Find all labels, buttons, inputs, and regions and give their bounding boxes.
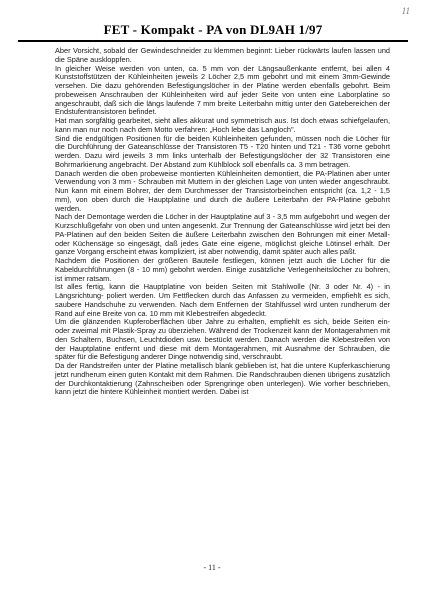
paragraph: Aber Vorsicht, sobald der Gewindeschneider zu klemmen beginnt: Lieber rückwärts laufen lassen und die Späne auskloppfen. xyxy=(55,46,390,64)
paragraph: Nachdem die Positionen der größeren Bauteile festliegen, können jetzt auch die Löcher für die Kabeldurchführungen (8 - 10 mm) gebohrt werden. Einige zusätzliche Verlegenheitslöcher zu bohren, ist immer ratsam. xyxy=(55,256,390,283)
paragraph: Sind die endgültigen Positionen für die beiden Kühleinheiten gefunden, müssen noch die Löcher für die Durchführung der Gateanschlüsse der Transistoren T5 - T20 hinten und T21 - T36 vorne gebohrt werden. Dazu wird jeweils 3 mm links unterhalb der Befestigungslöcher der 32 Transistoren eine Bohrmarkierung angebracht. Der Abstand zum Kühlblock soll ebenfalls ca. 3 mm betragen. xyxy=(55,133,390,169)
header-rule xyxy=(18,40,408,42)
header-title: FET - Kompakt - PA von DL9AH 1/97 xyxy=(103,22,323,37)
corner-mark: 11 xyxy=(401,6,410,16)
page-header xyxy=(18,22,408,42)
article-body xyxy=(55,47,390,397)
paragraph: Hat man sorgfältig gearbeitet, sieht alles akkurat und symmetrisch aus. Ist doch etwas schiefgelaufen, kann man nur noch nach dem Motto verfahren: „Hoch lebe das Langloch". xyxy=(55,116,390,134)
paragraph: Danach werden die oben probeweise montierten Kühleinheiten demontiert, die PA-Platinen aber unter Verwendung von 3 mm - Schrauben mit Muttern in der gleichen Lage von unten wieder angeschraubt. Nun kann mit einem Bohrer, der dem Durchmesser der Transistorbeinchen entspricht (ca. 1,2 - 1,5 mm), von oben durch die Hauptplatine und durch die äußere Leiterbahn der PA-Platine gebohrt werden. xyxy=(55,168,390,213)
paragraph: Da der Randstreifen unter der Platine metallisch blank geblieben ist, hat die untere Kupferkaschierung jetzt rundherum einen guten Kontakt mit dem Rahmen. Die Randschrauben dienen übrigens zusätzlich der Durchkontaktierung (Zahnscheiben oder Sprengringe oben unterlegen). Wie vorher beschrieben, kann jetzt die hintere Kühleinheit montiert werden. Dabei ist xyxy=(55,361,390,397)
paragraph: Um die glänzenden Kupferoberflächen über Jahre zu erhalten, empfiehlt es sich, beide Seiten ein- oder zweimal mit Plastik-Spray zu überziehen. Während der Trockenzeit kann der Montagerahmen mit den Schaltern, Buchsen, Leuchtdioden usw. bestückt werden. Danach werden die Klebestreifen von der Hauptplatine entfernt und diese mit dem Montagerahmen, mit Ausnahme der Schrauben, die später für die Befestigung anderer Dinge notwendig sind, verschraubt. xyxy=(55,317,390,362)
page-number: - 11 - xyxy=(203,563,221,572)
paragraph: In gleicher Weise werden von unten, ca. 5 mm von der Längsaußenkante entfernt, bei allen 4 Kunststoffstützen der Kühleinheiten jeweils 2 Löcher 2,5 mm gebohrt und mit einem 3mm-Gewinde versehen. Die dazu gehörenden Befestigungslöcher in der Platine werden ebenfalls gebohrt. Beim probeweisen Anschrauben der Kühleinheiten wird auf jeder Seite von unten eine Laborplatine so angeschraubt, daß sich die längs laufende 7 mm breite Leiterbahn mittig unter den Gatebereichen der Endstufentransistoren befindet. xyxy=(55,63,390,117)
paragraph: Ist alles fertig, kann die Hauptplatine von beiden Seiten mit Stahlwolle (Nr. 3 oder Nr. 4) - in Längsrichtung- poliert werden. Um Fettflecken durch das Anfassen zu vermeiden, empfiehlt es sich, saubere Handschuhe zu verwenden. Nach dem Entfernen der Stahlfussel wird unten rundherum der Rand auf eine Breite von ca. 10 mm mit Klebestreifen abgedeckt. xyxy=(55,282,390,318)
paragraph: Nach der Demontage werden die Löcher in der Hauptplatine auf 3 - 3,5 mm aufgebohrt und wegen der Kurzschlußgefahr von oben und unten angesenkt. Zur Trennung der Gateanschlüsse wird jetzt bei den PA-Platinen auf den beiden Seiten die äußere Leiterbahn zwischen den Bohrungen mit einer Metall- oder Küchensäge so eingesägt, daß jedes Gate eine eigene, möglichst gleiche Lötinsel erhält. Der ganze Vorgang erscheint etwas kompliziert, ist aber notwendig, damit später auch alles paßt. xyxy=(55,212,390,257)
